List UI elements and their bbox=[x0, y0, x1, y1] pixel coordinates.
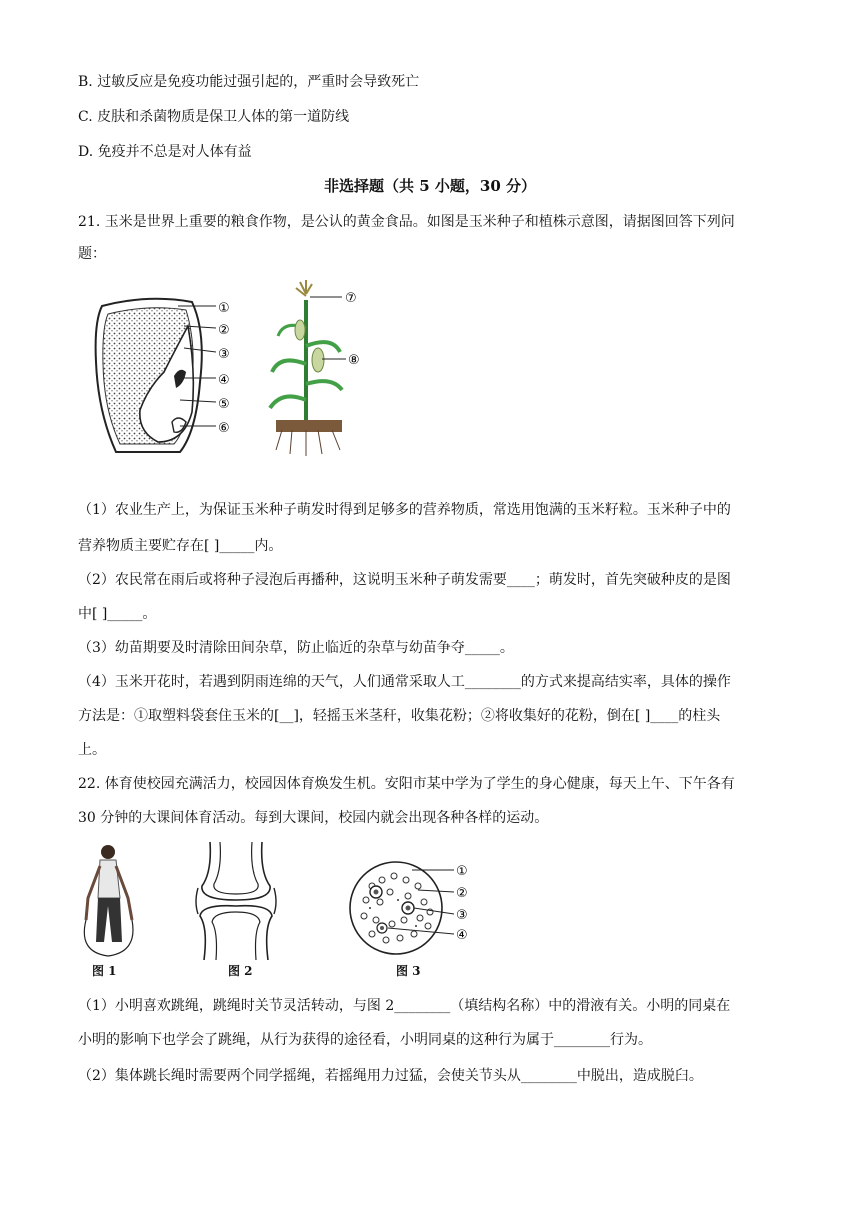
figure-2-joint bbox=[190, 842, 282, 960]
option-d: D. 免疫并不总是对人体有益 bbox=[78, 144, 252, 160]
plant-label-7: ⑦ bbox=[345, 291, 357, 306]
corn-seed-figure bbox=[88, 292, 268, 460]
q21-p2-line1: （2）农民常在雨后或将种子浸泡后再播种，这说明玉米种子萌发需要____；萌发时，首先突破种皮的是图 bbox=[78, 572, 731, 588]
plant-label-8: ⑧ bbox=[348, 353, 360, 368]
section-heading: 非选择题（共 5 小题，30 分） bbox=[324, 177, 536, 195]
q21-p3-line1: （3）幼苗期要及时清除田间杂草，防止临近的杂草与幼苗争夺_____。 bbox=[78, 640, 514, 656]
fig3-label-3: ③ bbox=[456, 908, 468, 923]
corn-plant-figure bbox=[262, 280, 372, 460]
q21-p1-line2: 营养物质主要贮存在[ ]_____内。 bbox=[78, 538, 283, 554]
q21-p2-line2: 中[ ]_____。 bbox=[78, 606, 157, 622]
q21-p4-line1: （4）玉米开花时，若遇到阴雨连绵的天气，人们通常采取人工________的方式来提高结实率，具体的操作 bbox=[78, 674, 731, 690]
q22-stem-line2: 30 分钟的大课间体育活动。每到大课间，校园内就会出现各种各样的运动。 bbox=[78, 810, 549, 826]
seed-label-4: ④ bbox=[218, 373, 230, 388]
figure-1-rope-skipping bbox=[80, 842, 140, 960]
option-c: C. 皮肤和杀菌物质是保卫人体的第一道防线 bbox=[78, 109, 350, 125]
q21-p4-line3: 上。 bbox=[78, 742, 106, 758]
q21-p4-line2: 方法是：①取塑料袋套住玉米的[__]，轻摇玉米茎秆，收集花粉；②将收集好的花粉，倒在[ ]____的柱头 bbox=[78, 708, 721, 724]
q21-stem-line2: 题： bbox=[78, 246, 106, 262]
figure-2-caption: 图 2 bbox=[228, 964, 253, 978]
option-b: B. 过敏反应是免疫功能过强引起的，严重时会导致死亡 bbox=[78, 74, 420, 90]
q22-stem-line1: 22. 体育使校园充满活力，校园因体育焕发生机。安阳市某中学为了学生的身心健康，每天上午、下午各有 bbox=[78, 776, 735, 792]
seed-label-1: ① bbox=[218, 301, 230, 316]
q22-p1-line2: 小明的影响下也学会了跳绳，从行为获得的途径看，小明同桌的这种行为属于________行为。 bbox=[78, 1032, 652, 1048]
q21-stem-line1: 21. 玉米是世界上重要的粮食作物，是公认的黄金食品。如图是玉米种子和植株示意图，请据图回答下列问 bbox=[78, 214, 735, 230]
seed-label-6: ⑥ bbox=[218, 421, 230, 436]
q22-p2-line1: （2）集体跳长绳时需要两个同学摇绳，若摇绳用力过猛，会使关节头从________中脱出，造成脱臼。 bbox=[78, 1068, 703, 1084]
q21-p1-line1: （1）农业生产上，为保证玉米种子萌发时得到足够多的营养物质，常选用饱满的玉米籽粒。玉米种子中的 bbox=[78, 502, 731, 518]
fig3-label-4: ④ bbox=[456, 928, 468, 943]
figure-3-caption: 图 3 bbox=[396, 964, 421, 978]
q22-p1-line1: （1）小明喜欢跳绳，跳绳时关节灵活转动，与图 2________（填结构名称）中的滑液有关。小明的同桌在 bbox=[78, 998, 731, 1014]
seed-label-5: ⑤ bbox=[218, 397, 230, 412]
figure-1-caption: 图 1 bbox=[92, 964, 117, 978]
seed-label-2: ② bbox=[218, 323, 230, 338]
seed-label-3: ③ bbox=[218, 347, 230, 362]
fig3-label-1: ① bbox=[456, 864, 468, 879]
figure-3-blood-cells bbox=[346, 856, 496, 960]
fig3-label-2: ② bbox=[456, 886, 468, 901]
